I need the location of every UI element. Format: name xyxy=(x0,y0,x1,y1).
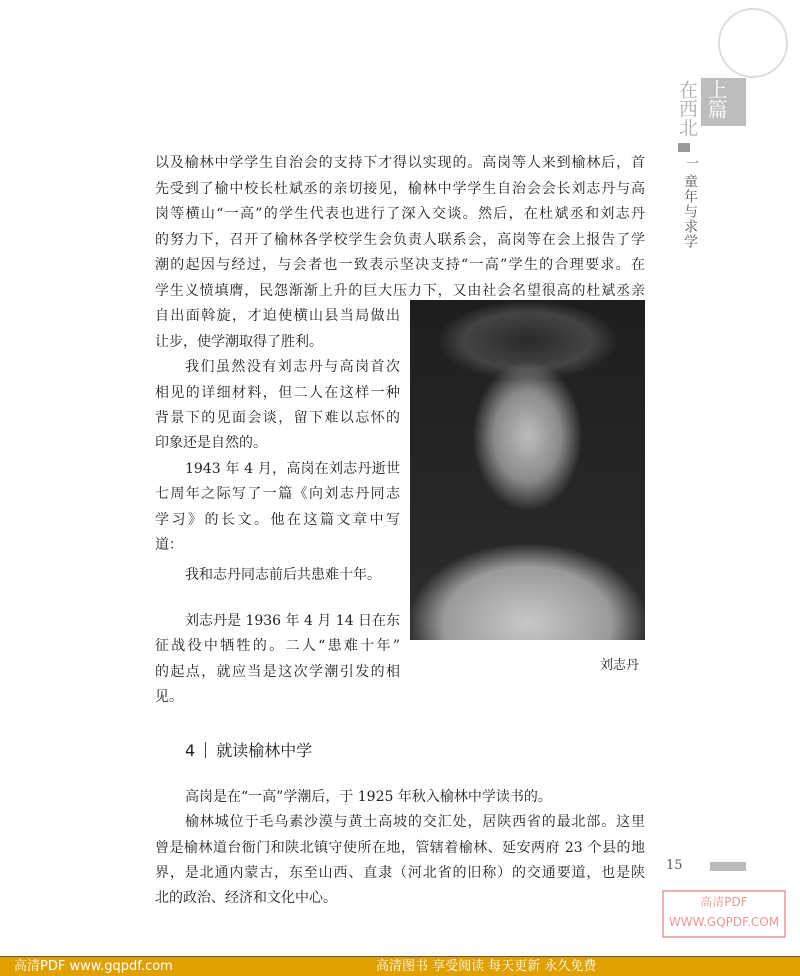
section-title: 就读榆林中学 xyxy=(216,741,313,760)
copyright-stamp-logo xyxy=(718,8,788,78)
chapter-number: 一 xyxy=(683,156,698,169)
watermark-stamp xyxy=(662,890,786,938)
paragraph-line: 界，是北通内蒙古，东至山西、直隶（河北省的旧称）的交通要道，也是陕 xyxy=(155,865,645,881)
paragraph-line: 见。 xyxy=(155,689,183,705)
paragraph-line: 背景下的见面会谈，留下难以忘怀的 xyxy=(155,410,400,426)
footer-slogan: 高清图书 享受阅读 每天更新 永久免费 xyxy=(376,959,597,974)
paragraph-line: 学生义愤填膺，民怨渐渐上升的巨大压力下，又由社会名望很高的杜斌丞亲 xyxy=(155,283,645,299)
page-number-bar xyxy=(710,862,746,871)
section-heading xyxy=(185,738,312,761)
paragraph-line: 以及榆林中学学生自治会的支持下才得以实现的。高岗等人来到榆林后，首 xyxy=(155,155,645,171)
paragraph-line: 我们虽然没有刘志丹与高岗首次 xyxy=(185,359,400,375)
section-divider xyxy=(205,742,206,758)
paragraph-line: 先受到了榆中校长杜斌丞的亲切接见，榆林中学学生自治会会长刘志丹与高 xyxy=(155,181,645,197)
paragraph-line: 让步，使学潮取得了胜利。 xyxy=(155,334,323,350)
paragraph-line: 相见的详细材料，但二人在这样一种 xyxy=(155,385,400,401)
section-number: 4 xyxy=(185,741,196,760)
paragraph-line: 潮的起因与经过，与会者也一致表示坚决支持“一高”学生的合理要求。在 xyxy=(155,257,645,273)
footer-banner[interactable] xyxy=(0,956,800,976)
paragraph-line: 榆林城位于毛乌素沙漠与黄土高坡的交汇处，居陕西省的最北部。这里 xyxy=(185,814,645,830)
paragraph-line: 岗等横山“一高”的学生代表也进行了深入交谈。然后，在杜斌丞和刘志丹 xyxy=(155,206,645,222)
watermark-line: WWW.GQPDF.COM xyxy=(668,915,780,929)
paragraph-line: 自出面斡旋，才迫使横山县当局做出 xyxy=(155,308,400,324)
paragraph-line: 学习》的长文。他在这篇文章中写 xyxy=(155,512,400,528)
paragraph-line: 1943 年 4 月，高岗在刘志丹逝世 xyxy=(185,461,400,477)
chapter-title: 童年与求学 xyxy=(682,174,698,249)
paragraph-line: 七周年之际写了一篇《向刘志丹同志 xyxy=(155,486,400,502)
quote-text: 我和志丹同志前后共患难十年。 xyxy=(185,567,381,583)
paragraph-line: 的努力下，召开了榆林各学校学生会负责人联系会，高岗等在会上报告了学 xyxy=(155,232,645,248)
paragraph-line: 刘志丹是 1936 年 4 月 14 日在东 xyxy=(185,613,401,629)
footer-site-link[interactable]: 高清PDF www.gqpdf.com xyxy=(14,959,173,974)
paragraph-line: 的起点，就应当是这次学潮引发的相 xyxy=(155,664,400,680)
marker-square xyxy=(678,143,690,152)
paragraph-line: 道： xyxy=(155,537,183,553)
part-label: 在西北 xyxy=(676,80,698,137)
page-number: 15 xyxy=(666,858,683,873)
paragraph-line: 曾是榆林道台衙门和陕北镇守使所在地，管辖着榆林、延安两府 23 个县的地 xyxy=(155,840,645,856)
volume-label: 上篇 xyxy=(704,79,728,119)
paragraph-line: 征战役中牺牲的。二人“患难十年” xyxy=(155,638,400,654)
paragraph-line: 北的政治、经济和文化中心。 xyxy=(155,890,337,906)
watermark-line: 高清PDF xyxy=(700,895,748,909)
portrait-photo xyxy=(410,300,645,640)
paragraph-line: 印象还是自然的。 xyxy=(155,435,267,451)
photo-caption: 刘志丹 xyxy=(600,658,640,673)
paragraph-line: 高岗是在“一高”学潮后，于 1925 年秋入榆林中学读书的。 xyxy=(185,789,552,805)
